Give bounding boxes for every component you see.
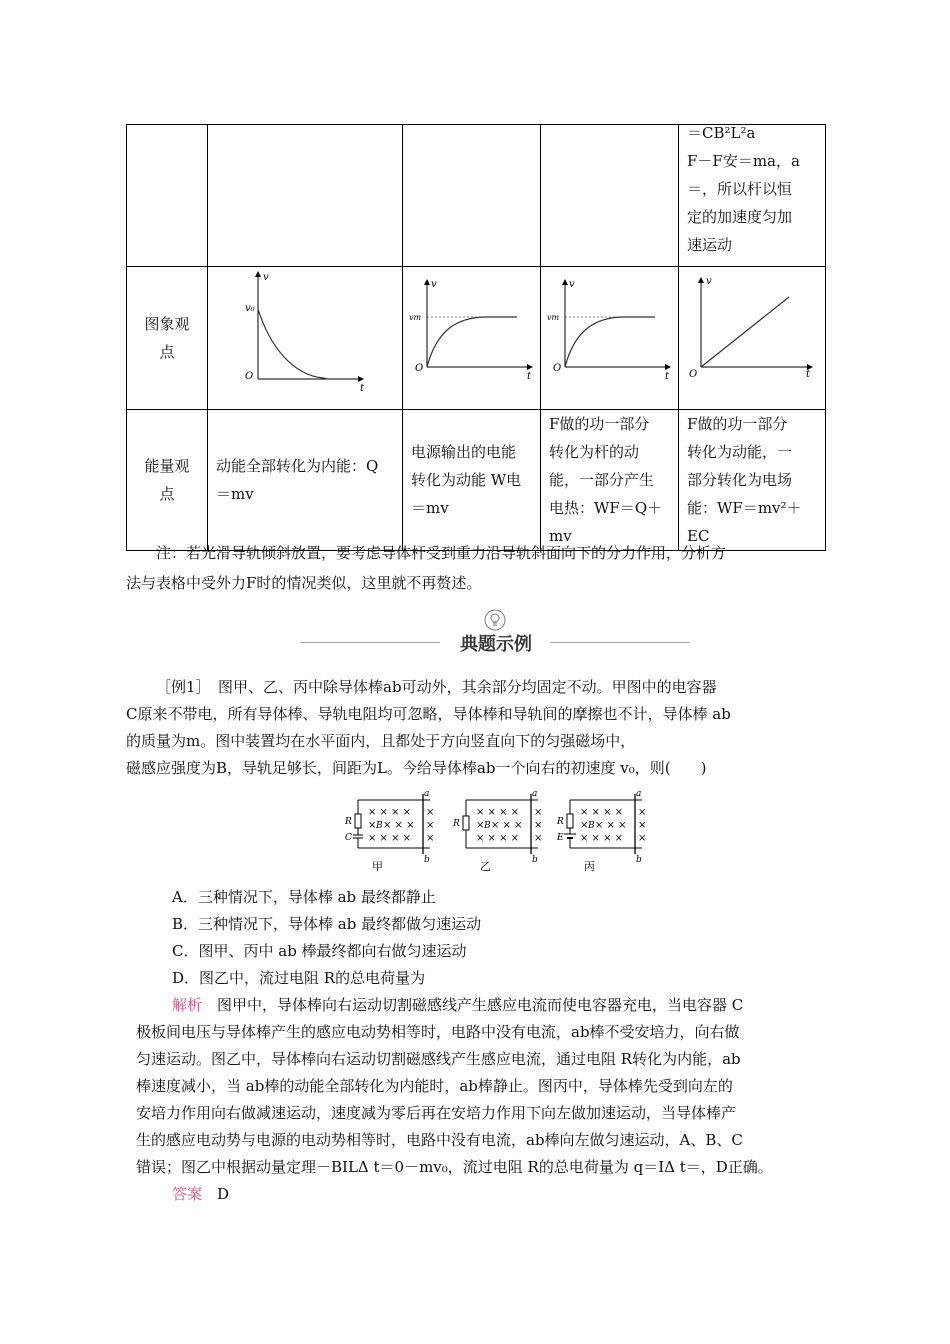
cell-line: mv [549,527,572,545]
svg-text:×: × [476,820,485,831]
cell-line: 能：WF＝mv²＋EC [687,499,802,545]
analysis-line: 匀速运动。图乙中，导体棒向右运动切割磁感线产生感应电流，通过电阻 R转化为内能，ab [136,1050,741,1068]
cell-line: ＝mv [216,485,254,503]
v0-label: v₀ [245,303,255,314]
circuit-diagrams [340,789,647,880]
energy-cell-4 [679,410,826,551]
cell-line: 电源输出的电能 [411,443,517,461]
row1-cell-3 [541,125,679,267]
option-b: B．三种情况下，导体棒 ab 最终都做匀速运动 [172,915,482,933]
svg-text:×: × [534,807,543,818]
row1-cell4-line: 速运动 [687,236,733,254]
table-row-1 [127,125,826,267]
header-line: 点 [159,343,175,361]
left-label: R [557,817,564,827]
example-line: 的质量为m。图中装置均在水平面内，且都处于方向竖直向下的匀强磁场中， [126,732,636,750]
circuit-yi [452,789,542,873]
vm-label: vm [409,313,422,322]
circuit-bing [556,789,646,873]
svg-text:× × ×: × × × [383,820,415,831]
row1-cell4-line: F－F安＝ma，a [687,152,800,170]
svg-text:× × ×: × × × [491,820,523,831]
lightbulb-icon [483,608,507,632]
example-line: ［例1］ 图甲、乙、丙中除导体棒ab可动外，其余部分均固定不动。甲图中的电容器 [156,678,717,696]
divider-line-left [300,642,440,643]
analysis-first-text: 图甲中，导体棒向右运动切割磁感线产生感应电流而使电容器充电，当电容器 C [202,996,744,1014]
header-line: 点 [159,485,175,503]
graph-cell-1 [208,267,403,410]
option-a: A．三种情况下，导体棒 ab 最终都静止 [172,888,436,906]
left-label: C [345,833,352,843]
caption: 丙 [584,860,595,873]
svg-text:× × × ×: × × × × [476,807,520,818]
origin-label: O [689,369,698,380]
svg-text:×: × [534,820,543,831]
answer-label: 答案 [172,1185,203,1203]
svg-text:×: × [368,820,377,831]
section-divider [300,622,690,662]
table-row-graphs [127,267,826,410]
graph-rise [541,267,678,400]
analysis-first-line [136,992,828,1019]
axis-t-label: t [527,371,532,382]
axis-t-label: t [806,369,811,380]
energy-cell-3 [541,410,679,551]
caption: 乙 [480,860,491,873]
energy-cell-2 [403,410,541,551]
option-d: D．图乙中，流过电阻 R的总电荷量为 [172,969,426,987]
energy-cell-1 [208,410,403,551]
left-label: E [557,833,564,843]
svg-text:×: × [638,820,647,831]
svg-text:× × ×: × × × [595,820,627,831]
cell-line: F做的功一部分 [549,415,650,433]
origin-label: O [553,363,562,374]
option-c: C．图甲、丙中 ab 棒最终都向右做匀速运动 [172,942,467,960]
note-paragraph [126,538,826,598]
cell-line: 转化为动能 W电 [411,471,522,489]
svg-text:×: × [580,820,589,831]
svg-text:×: × [426,820,435,831]
cell-line: 转化为动能，一 [687,443,793,461]
vm-label: vm [547,313,560,322]
cell-line: ＝mv [411,499,449,517]
circuit-jia [344,789,434,873]
note-line: 法与表格中受外力F时的情况类似，这里就不再赘述。 [126,574,482,592]
comparison-table [126,124,826,551]
graph-cell-2 [403,267,541,410]
note-line: 注：若光滑导轨倾斜放置，要考虑导体杆受到重力沿导轨斜面向下的分力作用，分析方 [156,544,727,562]
cell-line: 部分转化为电场 [687,471,793,489]
header-line: 能量观 [144,457,190,475]
svg-text:×: × [426,807,435,818]
example-question [126,674,826,782]
row1-cell4-line: 定的加速度匀加 [687,208,793,226]
cell-line: 动能全部转化为内能：Q [216,457,379,475]
answer-line [136,1181,828,1208]
svg-text:×: × [534,833,543,844]
axis-v-label: v [263,272,269,283]
svg-text:×: × [638,807,647,818]
svg-text:× × × ×: × × × × [368,807,412,818]
header-line: 图象观 [144,315,190,333]
svg-text:× × × ×: × × × × [476,833,520,844]
svg-text:×: × [426,833,435,844]
origin-label: O [245,371,254,382]
svg-text:× × × ×: × × × × [580,833,624,844]
axis-v-label: v [431,279,437,290]
rod-top-label: a [532,789,538,799]
svg-text:× × × ×: × × × × [580,807,624,818]
analysis-label: 解析 [172,996,203,1014]
rod-bottom-label: b [424,855,430,865]
divider-line-right [550,642,690,643]
cell-line: 转化为杆的动 [549,443,640,461]
field-label: B [484,821,491,831]
svg-text:×: × [638,833,647,844]
row2-header [127,267,208,410]
graph-decay [208,267,402,400]
caption: 甲 [372,860,383,873]
origin-label: O [415,363,424,374]
example-line: 磁感应强度为B，导轨足够长，间距为L。今给导体棒ab一个向右的初速度 v₀，则( ) [126,759,707,777]
field-label: B [588,821,595,831]
row1-cell-1 [208,125,403,267]
row1-cell4-line: ＝，所以杆以恒 [687,180,793,198]
rod-top-label: a [424,789,430,799]
cell-line: 电热：WF＝Q＋ [549,499,663,517]
row3-header [127,410,208,551]
graph-cell-3 [541,267,679,410]
left-label: R [453,819,460,829]
svg-text:× × × ×: × × × × [368,833,412,844]
table-row-energy [127,410,826,551]
row1-cell4-line: ＝CB²L²a [687,124,756,142]
row1-header [127,125,208,267]
axis-v-label: v [569,279,575,290]
analysis-paragraph [136,992,828,1208]
field-label: B [376,821,383,831]
graph-linear [679,267,825,400]
cell-line: F做的功一部分 [687,415,788,433]
example-line: C原来不带电，所有导体棒、导轨电阻均可忽略，导体棒和导轨间的摩擦也不计，导体棒 ab [126,705,731,723]
left-label: R [345,817,352,827]
section-title: 典题示例 [460,634,532,655]
axis-t-label: t [665,371,670,382]
axis-t-label: t [360,383,365,394]
row1-cell-4 [679,125,826,267]
rod-bottom-label: b [636,855,642,865]
row1-cell-2 [403,125,541,267]
axis-v-label: v [706,276,712,287]
rod-bottom-label: b [532,855,538,865]
analysis-line: 棒速度减小，当 ab棒的动能全部转化为内能时，ab棒静止。图丙中，导体棒先受到向左的 [136,1077,733,1095]
cell-line: 能，一部分产生 [549,471,655,489]
analysis-line: 生的感应电动势与电源的电动势相等时，电路中没有电流，ab棒向左做匀速运动，A、B、C [136,1131,743,1149]
answer-value: D [202,1185,230,1203]
graph-rise [403,267,540,400]
rod-top-label: a [636,789,642,799]
analysis-line: 极板间电压与导体棒产生的感应电动势相等时，电路中没有电流，ab棒不受安培力，向右做 [136,1023,740,1041]
options-list [172,884,826,992]
analysis-line: 安培力作用向右做减速运动，速度减为零后再在安培力作用下向左做加速运动，当导体棒产 [136,1104,737,1122]
analysis-line: 错误；图乙中根据动量定理－BILΔ t＝0－mv₀，流过电阻 R的总电荷量为 q＝IΔ t＝，D正确。 [136,1158,773,1176]
graph-cell-4 [679,267,826,410]
